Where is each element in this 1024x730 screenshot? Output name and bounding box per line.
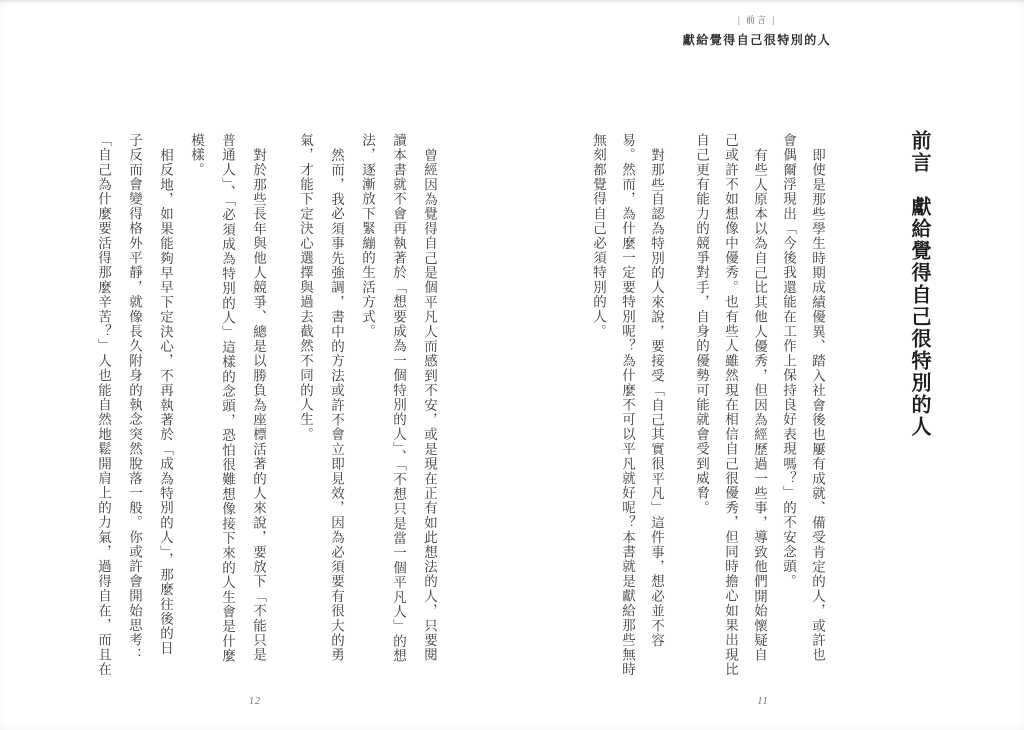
text-column: 子反而會變得格外平靜，就像長久附身的執念突然脫落一般。你或許會開始思考：	[127, 133, 142, 663]
text-column: 有些人原本以為自己比其他人優秀，但因為經歷過一些事，導致他們開始懷疑自	[752, 148, 767, 663]
text-column: 「自己為什麼要活得那麼辛苦？」人也能自然地鬆開肩上的力氣，過得自在，而且在	[96, 133, 111, 677]
text-column: 法，逐漸放下緊繃的生活方式。	[360, 133, 375, 339]
text-column: 讀本書就不會再執著於「想要成為一個特別的人」、「不想只是當一個平凡人」的想	[391, 133, 406, 664]
page-number-right: 11	[757, 696, 769, 707]
text-column: 模樣。	[189, 133, 204, 178]
right-page-text-block	[584, 133, 832, 689]
text-column: 對於那些長年與他人競爭、總是以勝負為座標活著的人來說，要放下「不能只是	[251, 148, 266, 663]
text-column: 己或許不如想像中優秀。也有些人雖然現在相信自己很優秀，但同時擔心如果出現比	[723, 133, 738, 677]
section-title: 前言 獻給覺得自己很特別的人	[908, 130, 930, 438]
text-column: 然而，我必須事先強調，書中的方法或許不會立即見效，因為必須要有很大的勇	[329, 148, 344, 663]
running-title: 獻給覺得自己很特別的人	[682, 33, 832, 47]
page-number-left: 12	[249, 696, 261, 707]
running-head	[682, 13, 832, 48]
left-page-text-block	[88, 133, 445, 689]
text-column: 即使是那些學生時期成績優異、踏入社會後也屢有成就、備受肯定的人，或許也	[810, 148, 825, 663]
text-column: 無刻都覺得自己必須特別的人。	[591, 133, 606, 339]
text-column: 易。然而，為什麼一定要特別呢？為什麼不可以平凡就好呢？本書就是獻給那些無時	[620, 133, 635, 677]
chapter-label: | 前言 |	[737, 15, 777, 25]
text-column: 相反地，如果能夠早早下定決心，不再執著於「成為特別的人」，那麼往後的日	[158, 148, 173, 656]
text-column: 普通人」、「必須成為特別的人」這樣的念頭，恐怕很難想像接下來的人生會是什麼	[220, 133, 235, 664]
text-column: 對那些自認為特別的人來說，要接受「自己其實很平凡」這件事，想必並不容	[649, 148, 664, 648]
text-column: 自己更有能力的競爭對手，自身的優勢可能就會受到威脅。	[694, 133, 709, 516]
text-column: 曾經因為覺得自己是個平凡人而感到不安，或是現在正有如此想法的人，只要閱	[422, 148, 437, 663]
text-column: 氣，才能下定決心選擇與過去截然不同的人生。	[298, 133, 313, 442]
text-column: 會偶爾浮現出「今後我還能在工作上保持良好表現嗎？」的不安念頭。	[781, 133, 796, 589]
